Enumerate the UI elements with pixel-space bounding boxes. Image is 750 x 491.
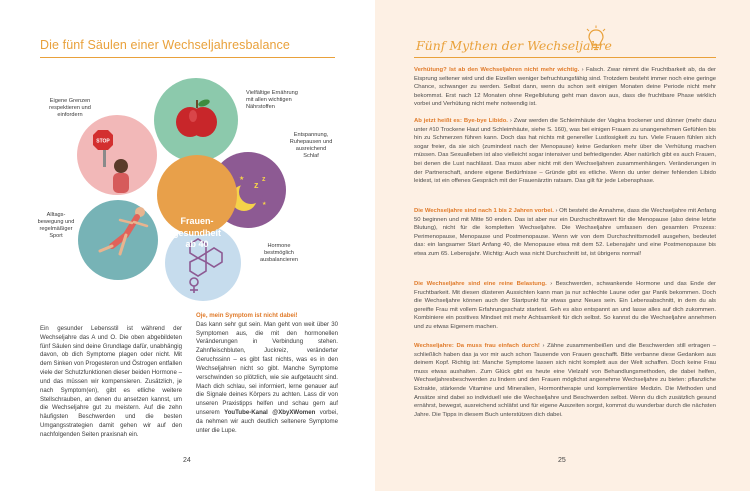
svg-text:z: z [254, 180, 259, 190]
sidebar-note-heading: Oje, mein Symptom ist nicht dabei! [196, 312, 298, 319]
myth-text: › Zwar werden die Schleimhäute der Vagina trockener und dünner (mehr dazu unter #10 Trockene Haut und Schleimhäute, siehe S. 160), was bei einigen Frauen zu unangenehmen Gefühlen bis hin zu Schmerzen führen kann. Doch das hat nichts mit genereller Lustlosigkeit zu tun. Viele Frauen fühlen sich sogar freier, da sie sich (zumindest nach der Menopause) keine Gedanken mehr über die Verhütung machen müssen. Das Sexualleben ist also vielleicht sogar intensiver und befriedigender. Aber natürlich gibt es auch Frauen, bei denen die Lust nachlässt. Das muss aber nicht mit den Wechseljahren zusammenhängen. Veränderungen in der Partnerschaft, andere eigene Bedürfnisse – Gründe gibt es etliche. Wenn du unter deiner fehlenden Libido leidest, ist ein offenes Gespräch mit der Frauenärztin ratsam. Das gilt für jede Lebensphase. [414, 118, 716, 185]
label-relaxation [276, 132, 346, 160]
sidebar-note-tail: vorbei, da nehmen wir auch deutlich seltenere Symptome unter die Lupe. [196, 409, 338, 434]
myth-lead: Wechseljahre: Da muss frau einfach durch! [414, 343, 540, 349]
label-line: Eigene Grenzen [49, 98, 91, 104]
sidebar-note-text: Das kann sehr gut sein. Man geht von weit über 30 Symptomen aus, die mit den hormonellen Veränderungen in Verbindung stehen. Zahnfleischbluten, Juckreiz, veränderter Geruchssinn – es gibt fast nichts, was es in den Wechseljahren nicht so gibt. Manche Symptome verschwinden so plötzlich, wie sie aufgetaucht sind. Mach dich schlau, sei informiert, lerne genauer auf die Signale deines Körpers zu achten. Lass dir von unseren Praxistipps helfen und schau gern auf unserem [196, 320, 338, 417]
myth-lead: Verhütung? Ist ab den Wechseljahren nicht mehr wichtig. [414, 67, 580, 73]
left-page-title: Die fünf Säulen einer Wechseljahresbalance [40, 38, 290, 52]
label-line: einfordern [57, 111, 83, 118]
body-text-left: Ein gesunder Lebensstil ist während der Wechseljahre das A und O. Die oben abgebildeten fünf Säulen sind deine Grundlage dafür, unabhängig davon, ob dich Symptome plagen oder nicht. Mit dem Sinken von Progesteron und Östrogen entfallen viele der Schutzfunktionen dieser beiden Hormone – und das müssen wir kompensieren. Zusätzlich, je nach Symptom(en), gibt es etliche weitere Stellschrauben, an denen du ansetzen kannst, um die Wechseljahre gut zu meistern. Auf die zehn häufigsten Beschwerden und die besten Umgangsstrategien damit gehen wir auf den nachfolgenden Seiten praxisnah ein. [40, 325, 182, 438]
center-label-line: gesundheit [172, 227, 221, 238]
label-line: Sport [49, 232, 63, 239]
page-number-left: 24 [183, 457, 191, 464]
label-boundaries [40, 98, 100, 119]
label-line: Nährstoffen [246, 103, 275, 110]
label-hormones [248, 243, 310, 264]
center-label [164, 216, 230, 251]
sidebar-note [196, 312, 338, 436]
lightbulb-icon [585, 25, 607, 51]
center-label-line: ab 40 [185, 239, 209, 250]
svg-text:★: ★ [262, 201, 267, 207]
myth-item [414, 117, 716, 186]
label-line: regelmäßiger [39, 225, 73, 232]
label-line: bewegung und [37, 218, 75, 225]
label-line: mit allen wichtigen [246, 96, 292, 103]
right-page-title: Fünf Mythen der Wechseljahre [416, 38, 612, 53]
myth-lead: Die Wechseljahre sind eine reine Belastung. [414, 281, 547, 287]
myth-lead: Ab jetzt heißt es: Bye-bye Libido. [414, 118, 508, 124]
label-line: Ruhepausen und [289, 138, 333, 145]
label-line: Vielfältige Ernährung [246, 90, 298, 96]
right-page [375, 0, 750, 491]
title-divider [40, 57, 335, 58]
label-line: Entspannung, [293, 132, 329, 138]
label-line: ausreichend [295, 145, 327, 152]
myth-text: › Zähne zusammenbeißen und die Beschwerden still ertragen – schließlich haben das ja vor mir auch schon Tausende von Frauen geschafft. Bitte verbanne diese Gedanken aus deinem Kopf. Richtig ist: Manche Symptome lassen sich nicht komplett aus der Welt schaffen. Doch keine Frau muss etwas aushalten. Zum Glück gibt es heute eine Vielzahl von Behandlungsmethoden, die dabei helfen, Wechseljahresbeschwerden zu lindern und den Frauen möglichst angenehme Wechseljahre zu bieten: pflanzliche Extrakte, stärkende Vitamine und Mineralien, Hormontherapie und komplementäre Medizin. Die Methoden und Ansätze sind dabei so individuell wie die Wechseljahre und Beschwerden selbst. Wenn du dich zusätzlich gesund ernährst, bewegst, ausreichend schläfst und für eigene Auszeiten sorgst, kommst du wunderbar durch die nächsten Jahre. Die Tipps in diesem Buch unterstützen dich dabei. [414, 343, 716, 418]
youtube-channel-link[interactable]: YouTube-Kanal @XbyXWomen [224, 409, 316, 417]
page-number-right: 25 [558, 457, 566, 464]
stop-sign-text: STOP [96, 138, 110, 145]
label-line: Schlaf [303, 152, 319, 159]
myth-item [414, 66, 716, 109]
label-movement [30, 212, 82, 240]
myth-text: › Falsch. Zwar nimmt die Fruchtbarkeit ab, da der Eisprung seltener wird und die Eizellen weniger befruchtungsfähig sind. Trotzdem besteht immer noch eine geringe Chance, schwanger zu werden. Selbst dann, wenn du schon seit einigen Monaten deine Periode nicht mehr bekommst. Erst nach 12 Monaten ohne Regelblutung geht man davon aus, dass die fruchtbare Phase wirklich vorbei und Verhütung nicht mehr notwendig ist. [414, 67, 716, 108]
myth-lead: Die Wechseljahre sind nach 1 bis 2 Jahren vorbei. [414, 208, 554, 214]
five-pillars-diagram [0, 60, 375, 315]
label-line: bestmöglich [264, 249, 294, 256]
label-line: ausbalancieren [260, 256, 298, 263]
label-nutrition [246, 90, 326, 111]
label-line: Alltags- [46, 212, 66, 218]
svg-text:★: ★ [239, 176, 245, 182]
label-line: respektieren und [49, 104, 91, 111]
svg-text:z: z [262, 176, 266, 183]
myth-item [414, 207, 716, 259]
myth-item [414, 342, 716, 419]
myth-item [414, 280, 716, 332]
center-label-line: Frauen- [180, 216, 214, 226]
myth-text: › Oft besteht die Annahme, dass die Wechseljahre mit Anfang 50 beginnen und mit Mitte 50 enden. Das ist aber nur ein Durchschnittswert für die Menopause (also deine letzte Blutung), nicht für die kompletten Wechseljahre. Die Wechseljahre umfassen den gesamten Prozess: Perimenopause, Menopause und Postmenopause. Wenn wir von dem Durchschnittsmodell ausgehen, bedeutet das: ein langsamer Start Anfang 40, die Menopause etwa mit dem 52. Lebensjahr und eine Postmenopause bis etwa zum 65. Lebensjahr. Wichtig: Auch was nicht Durchschnitt ist, ist übrigens normal! [414, 208, 717, 258]
myth-text: › Beschwerden, schwankende Hormone und das Ende der Fruchtbarkeit. Mit diesen düsteren Aussichten kann man ja nur schlechte Laune oder gar Panik bekommen. Doch die Wechseljahre können auch der Startpunkt für etwas ganz Neues sein. Ein Lebensabschnitt, in dem du als gereifte Frau mit vollem Erfahrungsschatz startest. Geh es also entspannt an und lasse alles auf dich zukommen. Kombiniere ein positives Mindset mit mehr Achtsamkeit für dich selbst. So kannst du die Wechseljahre annehmen und zu etwas Eigenem machen. [414, 281, 716, 331]
label-line: Hormone [267, 243, 291, 249]
title-divider [414, 57, 716, 58]
